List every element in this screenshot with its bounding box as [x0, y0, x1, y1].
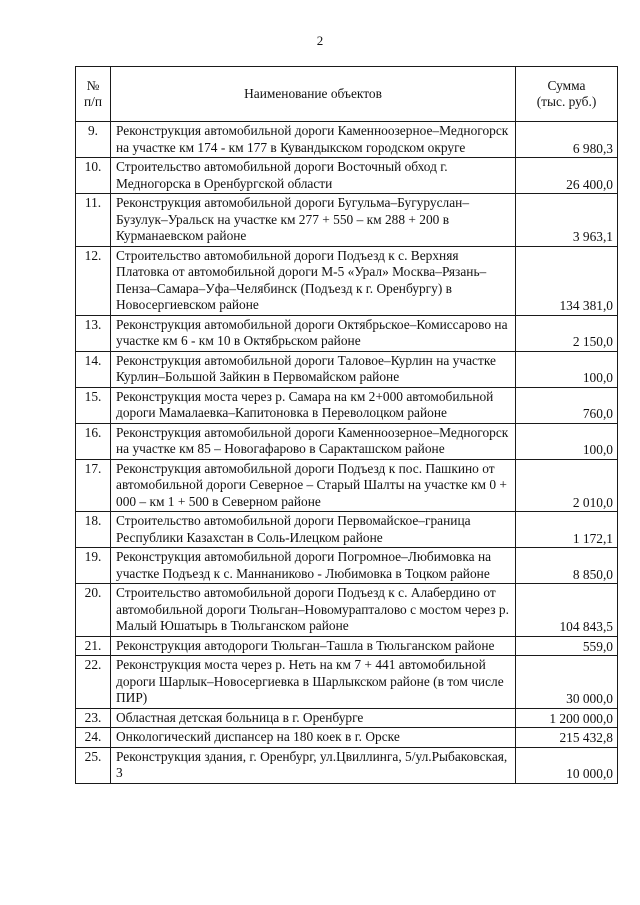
header-num-line2: п/п — [83, 94, 103, 109]
object-name: Строительство автомобильной дороги Подъезд к с. Алабердино от автомобильной дороги Тюльган–Новомурапталово с мостом через р. Малый Юшатырь в Тюльганском районе — [111, 584, 516, 637]
object-sum: 30 000,0 — [516, 656, 618, 709]
row-number: 11. — [76, 194, 111, 247]
object-sum: 100,0 — [516, 423, 618, 459]
object-name: Реконструкция автомобильной дороги Октябрьское–Комиссарово на участке км 6 - км 10 в Октябрьском районе — [111, 315, 516, 351]
table-row — [76, 548, 618, 584]
table-row — [76, 656, 618, 709]
object-sum: 3 963,1 — [516, 194, 618, 247]
object-sum: 26 400,0 — [516, 158, 618, 194]
object-sum: 1 200 000,0 — [516, 708, 618, 728]
object-name: Реконструкция автомобильной дороги Каменноозерное–Медногорск на участке км 85 – Новогафарово в Саракташском районе — [111, 423, 516, 459]
table-row — [76, 315, 618, 351]
object-sum: 6 980,3 — [516, 122, 618, 158]
object-name: Реконструкция автомобильной дороги Подъезд к пос. Пашкино от автомобильной дороги Северное – Старый Шалты на участке км 0 + 000 – км 1 + 500 в Северном районе — [111, 459, 516, 512]
table-row — [76, 387, 618, 423]
object-name: Строительство автомобильной дороги Подъезд к с. Верхняя Платовка от автомобильной дороги М-5 «Урал» Москва–Рязань–Пенза–Самара–Уфа–Челябинск (Подъезд к г. Оренбургу) в Новосергиевском районе — [111, 246, 516, 315]
table-row — [76, 194, 618, 247]
object-sum: 100,0 — [516, 351, 618, 387]
header-sum — [516, 67, 618, 122]
row-number: 10. — [76, 158, 111, 194]
table-row — [76, 122, 618, 158]
table-row — [76, 351, 618, 387]
object-sum: 10 000,0 — [516, 747, 618, 783]
object-name: Реконструкция автомобильной дороги Бугульма–Бугуруслан–Бузулук–Уральск на участке км 277 + 550 – км 288 + 200 в Курманаевском районе — [111, 194, 516, 247]
row-number: 21. — [76, 636, 111, 656]
object-sum: 134 381,0 — [516, 246, 618, 315]
object-name: Реконструкция автомобильной дороги Таловое–Курлин на участке Курлин–Большой Зайкин в Первомайском районе — [111, 351, 516, 387]
object-name: Реконструкция моста через р. Самара на км 2+000 автомобильной дороги Мамалаевка–Капитоновка в Переволоцком районе — [111, 387, 516, 423]
row-number: 25. — [76, 747, 111, 783]
object-sum: 104 843,5 — [516, 584, 618, 637]
row-number: 24. — [76, 728, 111, 748]
table-row — [76, 708, 618, 728]
table-row — [76, 584, 618, 637]
object-sum: 8 850,0 — [516, 548, 618, 584]
header-name: Наименование объектов — [111, 67, 516, 122]
object-sum: 215 432,8 — [516, 728, 618, 748]
object-sum: 1 172,1 — [516, 512, 618, 548]
header-sum-line1: Сумма — [547, 77, 586, 93]
row-number: 19. — [76, 548, 111, 584]
table-row — [76, 158, 618, 194]
table-header-row — [76, 67, 618, 122]
page-number: 2 — [316, 33, 324, 48]
table-row — [76, 636, 618, 656]
object-sum: 2 150,0 — [516, 315, 618, 351]
table-row — [76, 459, 618, 512]
table-row — [76, 423, 618, 459]
object-name: Строительство автомобильной дороги Восточный обход г. Медногорска в Оренбургской области — [111, 158, 516, 194]
header-num-line1: № — [86, 77, 100, 93]
object-name: Реконструкция автомобильной дороги Погромное–Любимовка на участке Подъезд к с. Маннаниково - Любимовка в Тоцком районе — [111, 548, 516, 584]
object-name: Реконструкция здания, г. Оренбург, ул.Цвиллинга, 5/ул.Рыбаковская, 3 — [111, 747, 516, 783]
table-row — [76, 512, 618, 548]
object-name: Онкологический диспансер на 180 коек в г. Орске — [111, 728, 516, 748]
table-row — [76, 246, 618, 315]
row-number: 20. — [76, 584, 111, 637]
row-number: 15. — [76, 387, 111, 423]
header-num — [76, 67, 111, 122]
table-body — [76, 122, 618, 784]
row-number: 14. — [76, 351, 111, 387]
row-number: 17. — [76, 459, 111, 512]
table-row — [76, 728, 618, 748]
object-sum: 760,0 — [516, 387, 618, 423]
table-row — [76, 747, 618, 783]
object-name: Реконструкция автомобильной дороги Каменноозерное–Медногорск на участке км 174 - км 177 в Кувандыкском городском округе — [111, 122, 516, 158]
header-sum-line2: (тыс. руб.) — [536, 94, 597, 109]
objects-table — [75, 66, 618, 784]
object-sum: 559,0 — [516, 636, 618, 656]
object-sum: 2 010,0 — [516, 459, 618, 512]
object-name: Реконструкция моста через р. Неть на км 7 + 441 автомобильной дороги Шарлык–Новосергиевка в Шарлыкском районе (в том числе ПИР) — [111, 656, 516, 709]
row-number: 18. — [76, 512, 111, 548]
row-number: 13. — [76, 315, 111, 351]
object-name: Строительство автомобильной дороги Первомайское–граница Республики Казахстан в Соль-Илецком районе — [111, 512, 516, 548]
row-number: 9. — [76, 122, 111, 158]
row-number: 16. — [76, 423, 111, 459]
row-number: 23. — [76, 708, 111, 728]
object-name: Областная детская больница в г. Оренбурге — [111, 708, 516, 728]
row-number: 12. — [76, 246, 111, 315]
object-name: Реконструкция автодороги Тюльган–Ташла в Тюльганском районе — [111, 636, 516, 656]
row-number: 22. — [76, 656, 111, 709]
